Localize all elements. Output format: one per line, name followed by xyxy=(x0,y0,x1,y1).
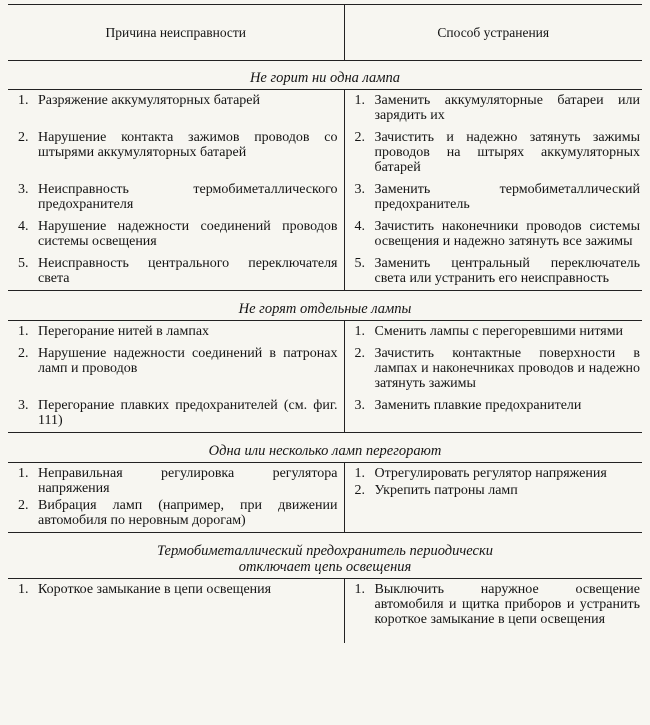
cause-item xyxy=(18,324,338,339)
item-number: 2. xyxy=(354,483,365,498)
item-number: 4. xyxy=(18,219,29,234)
item-number: 1. xyxy=(354,93,365,108)
tail-cell xyxy=(8,631,344,643)
remedy-item xyxy=(355,130,641,175)
item-number: 1. xyxy=(18,466,29,481)
cause-item xyxy=(18,346,338,376)
table-row xyxy=(8,179,642,216)
section-title: Не горят отдельные лампы xyxy=(238,301,412,317)
table-row xyxy=(8,216,642,253)
cause-item xyxy=(18,182,338,212)
table-row xyxy=(8,343,642,395)
item-number: 2. xyxy=(354,346,365,361)
cause-cell xyxy=(8,343,344,395)
item-text: Неправильная регулировка регулятора напряжения xyxy=(38,466,338,496)
cause-cell xyxy=(8,216,344,253)
item-number: 2. xyxy=(18,498,29,513)
table-row xyxy=(8,321,642,344)
remedy-cell xyxy=(344,395,642,433)
item-number: 4. xyxy=(354,219,365,234)
section-title: Одна или несколько ламп перегорают xyxy=(208,443,442,459)
item-text: Зачистить и надежно затянуть зажимы проводов на штырях аккумуляторных батарей xyxy=(374,130,640,175)
table-row xyxy=(8,253,642,291)
cause-cell xyxy=(8,179,344,216)
item-text: Короткое замыкание в цепи освещения xyxy=(38,582,272,597)
item-text: Нарушение надежности соединений в патронах ламп и проводов xyxy=(38,346,338,376)
item-text: Перегорание нитей в лампах xyxy=(38,324,210,339)
remedy-cell xyxy=(344,216,642,253)
remedy-cell xyxy=(344,179,642,216)
tail-cell xyxy=(344,631,642,643)
section-heading-row xyxy=(8,61,642,90)
item-text: Заменить центральный переключатель света или устранить его неисправность xyxy=(374,256,640,286)
item-text: Зачистить контактные поверхности в лампах и наконечниках проводов и надежно затянуть зажимы xyxy=(374,346,640,391)
item-text: Заменить аккумуляторные батареи или зарядить их xyxy=(374,93,640,123)
table-tail-row xyxy=(8,631,642,643)
cause-item xyxy=(18,256,338,286)
header-remedy: Способ устранения xyxy=(344,5,642,61)
section-heading xyxy=(8,433,642,463)
item-number: 1. xyxy=(18,582,29,597)
table-header-row xyxy=(8,5,642,61)
item-text: Сменить лампы с перегоревшими нитями xyxy=(374,324,624,339)
table-row xyxy=(8,90,642,128)
table-row xyxy=(8,579,642,632)
item-text: Зачистить наконечники проводов системы освещения и надежно затянуть все зажимы xyxy=(374,219,640,249)
item-text: Нарушение надежности соединений проводов системы освещения xyxy=(38,219,338,249)
remedy-item xyxy=(355,398,641,413)
table-row xyxy=(8,395,642,433)
section-title: Термобиметаллический предохранитель периодически xyxy=(157,543,493,559)
header-cause: Причина неисправности xyxy=(8,5,344,61)
section-heading xyxy=(8,533,642,579)
table-row xyxy=(8,127,642,179)
table-body xyxy=(8,61,642,644)
item-number: 1. xyxy=(18,93,29,108)
remedy-item xyxy=(355,182,641,212)
section-title-line2: отключает цепь освещения xyxy=(238,559,412,575)
remedy-cell xyxy=(344,343,642,395)
item-number: 1. xyxy=(354,466,365,481)
item-text: Выключить наружное освещение автомобиля и щитка приборов и устранить короткое замыкание в цепи освещения xyxy=(374,582,640,627)
item-text: Неисправность термобиметаллического предохранителя xyxy=(38,182,338,212)
item-text: Укрепить патроны ламп xyxy=(374,483,518,498)
remedy-cell xyxy=(344,127,642,179)
remedy-item xyxy=(355,256,641,286)
cause-item xyxy=(18,466,338,496)
cause-item xyxy=(18,582,338,597)
remedy-item xyxy=(355,483,641,498)
item-text: Разряжение аккумуляторных батарей xyxy=(38,93,260,108)
remedy-item xyxy=(355,93,641,123)
item-number: 2. xyxy=(18,346,29,361)
item-number: 5. xyxy=(354,256,365,271)
troubleshooting-table xyxy=(8,4,642,643)
remedy-cell xyxy=(344,90,642,128)
remedy-cell xyxy=(344,321,642,344)
cause-cell xyxy=(8,395,344,433)
item-number: 3. xyxy=(18,182,29,197)
remedy-item xyxy=(355,324,641,339)
item-text: Вибрация ламп (например, при движении автомобиля по неровным дорогам) xyxy=(38,498,338,528)
remedy-item xyxy=(355,346,641,391)
item-text: Заменить плавкие предохранители xyxy=(374,398,582,413)
remedy-cell xyxy=(344,253,642,291)
item-text: Нарушение контакта зажимов проводов со штырями аккумуляторных батарей xyxy=(38,130,338,160)
cause-cell xyxy=(8,127,344,179)
section-heading-row xyxy=(8,433,642,463)
item-number: 2. xyxy=(18,130,29,145)
section-heading-row xyxy=(8,291,642,321)
section-title: Не горит ни одна лампа xyxy=(249,70,401,86)
cause-item xyxy=(18,130,338,160)
item-text: Перегорание плавких предохранителей (см. фиг. 111) xyxy=(38,398,338,428)
section-heading-row xyxy=(8,533,642,579)
cause-cell xyxy=(8,321,344,344)
cause-cell xyxy=(8,579,344,632)
remedy-item xyxy=(355,582,641,627)
cause-item xyxy=(18,398,338,428)
item-number: 1. xyxy=(18,324,29,339)
item-number: 1. xyxy=(354,582,365,597)
item-number: 3. xyxy=(354,398,365,413)
item-number: 3. xyxy=(354,182,365,197)
cause-item xyxy=(18,93,338,108)
remedy-cell xyxy=(344,579,642,632)
cause-item xyxy=(18,498,338,528)
item-text: Отрегулировать регулятор напряжения xyxy=(374,466,607,481)
cause-item xyxy=(18,219,338,249)
remedy-item xyxy=(355,219,641,249)
section-heading xyxy=(8,291,642,321)
remedy-item xyxy=(355,466,641,481)
item-text: Неисправность центрального переключателя света xyxy=(38,256,338,286)
item-text: Заменить термобиметаллический предохранитель xyxy=(374,182,640,212)
table-row xyxy=(8,463,642,533)
item-number: 5. xyxy=(18,256,29,271)
item-number: 3. xyxy=(18,398,29,413)
remedy-cell xyxy=(344,463,642,533)
section-heading xyxy=(8,61,642,90)
cause-cell xyxy=(8,90,344,128)
item-number: 1. xyxy=(354,324,365,339)
cause-cell xyxy=(8,463,344,533)
cause-cell xyxy=(8,253,344,291)
item-number: 2. xyxy=(354,130,365,145)
